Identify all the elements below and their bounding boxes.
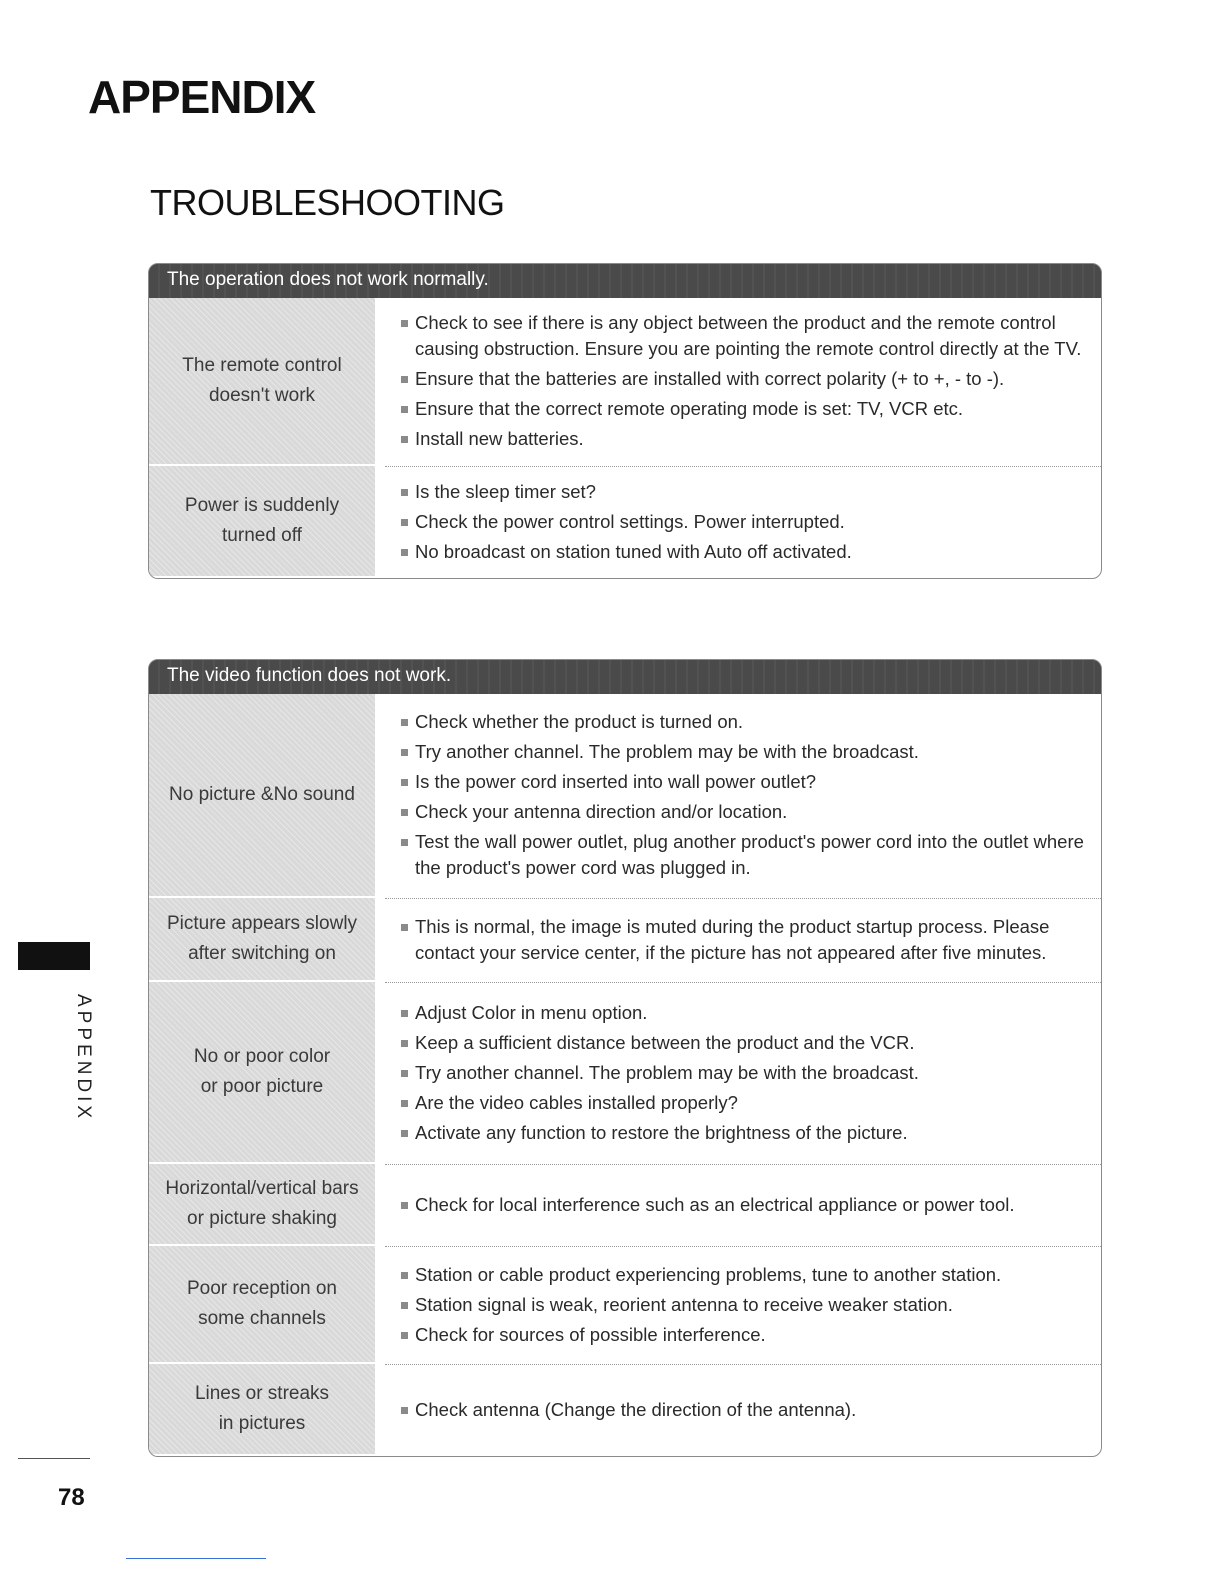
solution-item: Are the video cables installed properly?	[399, 1090, 1087, 1116]
solution-cell	[385, 1364, 1101, 1456]
solution-item: Ensure that the batteries are installed with correct polarity (+ to +, - to -).	[399, 366, 1087, 392]
problem-cell: Power is suddenly turned off	[149, 466, 375, 578]
solution-cell	[385, 694, 1101, 898]
problem-cell: Poor reception on some channels	[149, 1246, 375, 1364]
footer-divider	[18, 1458, 90, 1459]
section-title: TROUBLESHOOTING	[150, 182, 505, 223]
troubleshoot-row	[149, 1364, 1101, 1456]
troubleshoot-row	[149, 1164, 1101, 1246]
troubleshoot-row	[149, 466, 1101, 578]
troubleshoot-row	[149, 982, 1101, 1164]
solution-cell	[385, 1164, 1101, 1246]
solution-item: Ensure that the correct remote operating mode is set: TV, VCR etc.	[399, 396, 1087, 422]
sidebar-marker	[18, 942, 90, 970]
solution-item: Is the power cord inserted into wall power outlet?	[399, 769, 1087, 795]
solution-item: Check for sources of possible interference.	[399, 1322, 1087, 1348]
solution-item: No broadcast on station tuned with Auto off activated.	[399, 539, 1087, 565]
solution-item: Station or cable product experiencing problems, tune to another station.	[399, 1262, 1087, 1288]
problem-cell: Horizontal/vertical bars or picture shaking	[149, 1164, 375, 1246]
solution-item: Adjust Color in menu option.	[399, 1000, 1087, 1026]
solution-item: Check for local interference such as an electrical appliance or power tool.	[399, 1192, 1087, 1218]
troubleshoot-row	[149, 898, 1101, 982]
solution-cell	[385, 982, 1101, 1164]
problem-cell: Lines or streaks in pictures	[149, 1364, 375, 1456]
solution-item: Station signal is weak, reorient antenna to receive weaker station.	[399, 1292, 1087, 1318]
problem-cell: No picture &No sound	[149, 694, 375, 898]
solution-item: Check your antenna direction and/or location.	[399, 799, 1087, 825]
panel-header: The video function does not work.	[149, 660, 1101, 694]
troubleshoot-row	[149, 1246, 1101, 1364]
solution-item: Is the sleep timer set?	[399, 479, 1087, 505]
page-number: 78	[58, 1484, 85, 1511]
solution-item: Test the wall power outlet, plug another product's power cord into the outlet where the product's power cord was plugged in.	[399, 829, 1087, 881]
problem-cell: The remote control doesn't work	[149, 298, 375, 466]
solution-item: Install new batteries.	[399, 426, 1087, 452]
operation-panel	[148, 263, 1102, 579]
solution-cell	[385, 298, 1101, 466]
troubleshoot-row	[149, 298, 1101, 466]
sidebar-chapter-label: APPENDIX	[73, 994, 94, 1123]
chapter-title: APPENDIX	[88, 71, 316, 123]
solution-item: Activate any function to restore the brightness of the picture.	[399, 1120, 1087, 1146]
problem-cell: Picture appears slowly after switching on	[149, 898, 375, 982]
troubleshoot-row	[149, 694, 1101, 898]
solution-cell	[385, 466, 1101, 578]
panel-header: The operation does not work normally.	[149, 264, 1101, 298]
solution-cell	[385, 1246, 1101, 1364]
solution-item: Check the power control settings. Power interrupted.	[399, 509, 1087, 535]
solution-item: Try another channel. The problem may be with the broadcast.	[399, 1060, 1087, 1086]
solution-item: Keep a sufficient distance between the product and the VCR.	[399, 1030, 1087, 1056]
solution-cell	[385, 898, 1101, 982]
solution-item: Check whether the product is turned on.	[399, 709, 1087, 735]
bottom-link-underline[interactable]	[126, 1558, 266, 1559]
solution-item: Check antenna (Change the direction of the antenna).	[399, 1397, 1087, 1423]
solution-item: Check to see if there is any object between the product and the remote control causing obstruction. Ensure you are pointing the remote control directly at the TV.	[399, 310, 1087, 362]
video-panel	[148, 659, 1102, 1457]
problem-cell: No or poor color or poor picture	[149, 982, 375, 1164]
solution-item: This is normal, the image is muted during the product startup process. Please contact your service center, if the picture has not appeared after five minutes.	[399, 914, 1087, 966]
solution-item: Try another channel. The problem may be with the broadcast.	[399, 739, 1087, 765]
